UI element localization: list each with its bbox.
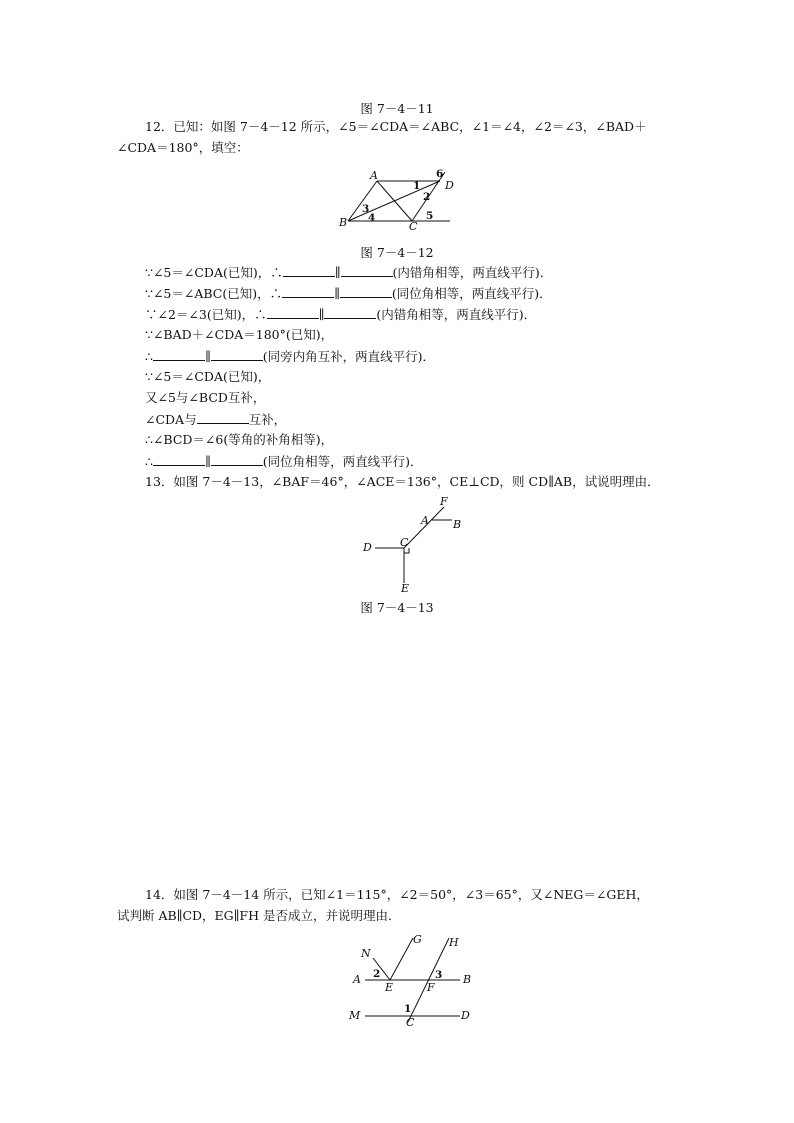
q12-step-10 (145, 453, 423, 470)
q12-step-4: ∵∠BAD＋∠CDA＝180°(已知)， (145, 327, 334, 342)
label-F: F (427, 981, 435, 994)
q12-step-7: 又∠5与∠BCD互补， (145, 390, 266, 405)
label-angle-5: 5 (426, 210, 434, 222)
answer-blank[interactable] (211, 348, 263, 361)
label-C: C (400, 536, 409, 549)
q12-step-2 (145, 285, 552, 302)
q12-step-10-pre: ∴ (145, 454, 153, 469)
label-D: D (445, 179, 454, 192)
q12-step-3 (145, 306, 536, 323)
parallel-symbol: ∥ (204, 454, 211, 469)
label-A: A (421, 514, 429, 527)
label-angle-3: 3 (362, 203, 370, 215)
q12-intro-line-2: ∠CDA＝180°，填空： (117, 140, 249, 155)
answer-blank[interactable] (153, 348, 205, 361)
label-B: B (339, 216, 348, 229)
parallel-symbol: ∥ (334, 286, 340, 301)
label-A: A (370, 169, 378, 182)
label-angle-4: 4 (368, 212, 376, 224)
label-B: B (453, 518, 462, 531)
q12-step-2-pre: ∵∠5＝∠ABC(已知)，∴ (145, 286, 283, 301)
figure-7-4-13 (360, 495, 470, 595)
label-A: A (353, 973, 361, 986)
figure-7-4-12 (330, 166, 465, 233)
figure-7-4-12-caption: 图 7－4－12 (360, 245, 434, 260)
answer-blank[interactable] (341, 264, 393, 277)
answer-blank[interactable] (211, 453, 263, 466)
label-angle-2: 2 (373, 968, 381, 980)
q12-step-3-pre: ∵∠2＝∠3(已知)，∴ (145, 307, 267, 322)
label-C: C (406, 1016, 415, 1029)
q12-step-1-pre: ∵∠5＝∠CDA(已知)，∴ (145, 265, 283, 280)
label-angle-2: 2 (423, 191, 431, 203)
label-angle-3: 3 (435, 969, 443, 981)
label-G: G (413, 933, 422, 946)
figure-7-4-14 (345, 930, 480, 1030)
figure-7-4-13-caption: 图 7－4－13 (360, 600, 434, 615)
answer-blank[interactable] (197, 411, 249, 424)
q12-step-1-post: (内错角相等，两直线平行)． (392, 265, 553, 280)
ray-eg (390, 938, 413, 980)
label-E: E (385, 981, 394, 994)
q12-step-10-post: (同位角相等，两直线平行)． (262, 454, 423, 469)
q12-step-8-post: 互补， (248, 412, 287, 427)
label-angle-6: 6 (436, 168, 444, 180)
q12-step-1 (145, 264, 552, 281)
q12-step-5-post: (同旁内角互补，两直线平行)． (262, 349, 435, 364)
answer-blank[interactable] (153, 453, 205, 466)
q12-step-9: ∴∠BCD＝∠6(等角的补角相等)， (145, 432, 334, 447)
answer-blank[interactable] (282, 285, 334, 298)
parallel-symbol: ∥ (334, 265, 341, 280)
q12-step-5 (145, 348, 435, 365)
q14-line-2: 试判断 AB∥CD，EG∥FH 是否成立，并说明理由． (117, 908, 401, 923)
answer-blank[interactable] (324, 306, 376, 319)
label-angle-1: 1 (413, 180, 421, 192)
label-N: N (361, 947, 371, 960)
segment-ac (377, 181, 412, 221)
q12-step-8-pre: ∠CDA与 (145, 412, 197, 427)
q12-step-2-post: (同位角相等，两直线平行)． (391, 286, 552, 301)
label-M: M (349, 1009, 361, 1022)
answer-blank[interactable] (283, 264, 335, 277)
figure-7-4-11-caption: 图 7－4－11 (360, 101, 434, 116)
q12-step-8 (145, 411, 286, 428)
label-D: D (461, 1009, 470, 1022)
label-H: H (449, 936, 459, 949)
q12-intro-line-1: 12．已知：如图 7－4－12 所示，∠5＝∠CDA＝∠ABC，∠1＝∠4，∠2＝∠3，∠BAD＋ (145, 119, 647, 134)
q13-text: 13．如图 7－4－13，∠BAF＝46°，∠ACE＝136°，CE⊥CD，则 CD∥AB，试说明理由． (145, 474, 660, 489)
label-B: B (463, 973, 472, 986)
parallel-symbol: ∥ (204, 349, 211, 364)
label-D: D (363, 541, 372, 554)
answer-blank[interactable] (267, 306, 319, 319)
label-C: C (409, 220, 418, 233)
label-angle-1: 1 (404, 1003, 412, 1015)
label-E: E (401, 582, 410, 595)
parallel-symbol: ∥ (318, 307, 325, 322)
label-F: F (440, 495, 448, 508)
q14-line-1: 14．如图 7－4－14 所示，已知∠1＝115°，∠2＝50°，∠3＝65°，又∠NEG＝∠GEH， (145, 887, 649, 902)
q12-step-6: ∵∠5＝∠CDA(已知)， (145, 369, 271, 384)
q12-step-3-post: (内错角相等，两直线平行)． (376, 307, 537, 322)
answer-blank[interactable] (340, 285, 392, 298)
q12-step-5-pre: ∴ (145, 349, 153, 364)
